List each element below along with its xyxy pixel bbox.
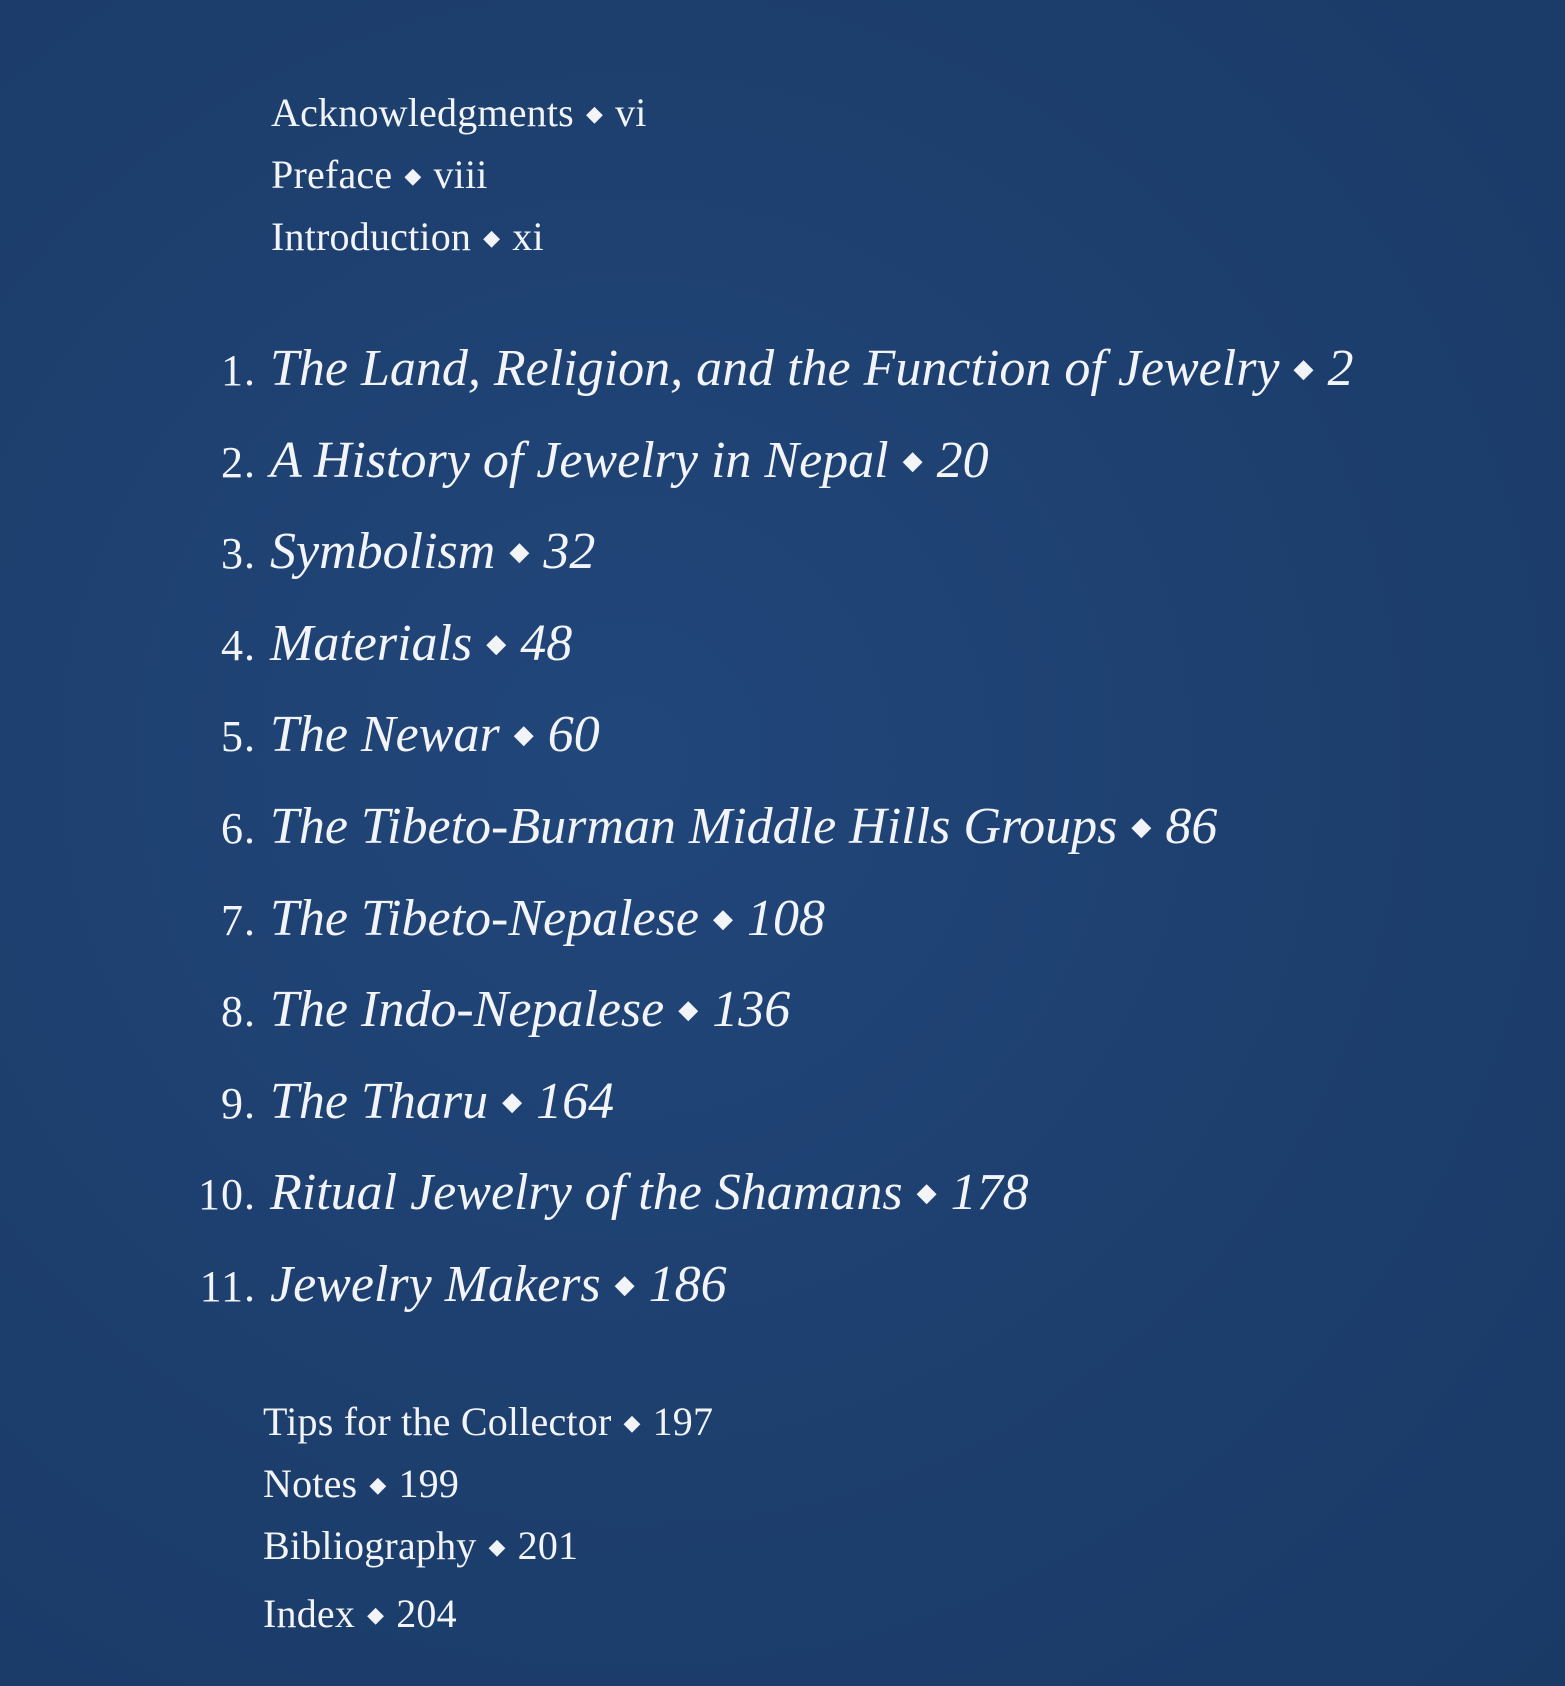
entry-title: Index (263, 1591, 356, 1636)
toc-entry-bibliography (263, 1515, 713, 1577)
chapter-entry-2 (160, 415, 1354, 507)
chapter-page: 32 (543, 523, 596, 581)
chapter-page: 136 (712, 981, 791, 1039)
chapter-title: The Tibeto-Nepalese (270, 889, 699, 947)
entry-title: Tips for the Collector (263, 1399, 612, 1444)
chapter-page: 108 (746, 889, 825, 947)
chapter-entry-10 (160, 1147, 1354, 1239)
bullet-separator: ◆ (502, 1086, 523, 1116)
chapter-number: 10. (198, 1170, 256, 1220)
chapter-entry-6 (160, 781, 1354, 873)
chapter-entry-11 (160, 1239, 1354, 1331)
chapter-number: 7. (221, 895, 256, 945)
chapter-entry-8 (160, 964, 1354, 1056)
toc-entry-acknowledgments (271, 82, 647, 144)
entry-page: 199 (398, 1461, 460, 1506)
entry-page: 201 (517, 1523, 579, 1568)
bullet-separator: ◆ (486, 628, 507, 658)
entry-page: vi (615, 90, 647, 135)
bullet-separator: ◆ (585, 101, 604, 126)
chapter-page: 178 (950, 1164, 1029, 1222)
chapter-title: Jewelry Makers (270, 1255, 601, 1313)
toc-entry-introduction (271, 206, 647, 268)
chapter-number: 4. (221, 620, 256, 670)
chapter-entry-4 (160, 598, 1354, 690)
chapter-title: The Newar (270, 706, 500, 764)
chapter-number: 8. (221, 987, 256, 1037)
bullet-separator: ◆ (1131, 811, 1152, 841)
chapter-number: 2. (221, 437, 256, 487)
chapter-page: 20 (936, 431, 989, 489)
toc-entry-index (263, 1583, 713, 1645)
toc-entry-tips-for-the-collector (263, 1391, 713, 1453)
chapter-number: 9. (221, 1078, 256, 1128)
chapter-number: 3. (221, 529, 256, 579)
chapter-title: The Land, Religion, and the Function of Jewelry (270, 340, 1280, 397)
entry-page: 204 (396, 1591, 457, 1636)
bullet-separator: ◆ (902, 445, 923, 475)
bullet-separator: ◆ (513, 720, 534, 750)
bullet-separator: ◆ (488, 1534, 506, 1559)
chapter-title: The Indo-Nepalese (270, 981, 665, 1039)
chapter-number: 1. (221, 346, 256, 395)
entry-title: Bibliography (263, 1523, 477, 1568)
bullet-separator: ◆ (367, 1602, 385, 1627)
chapter-entry-9 (160, 1056, 1354, 1148)
bullet-separator: ◆ (369, 1472, 387, 1497)
chapter-number: 5. (221, 712, 256, 762)
entry-title: Acknowledgments (271, 90, 574, 135)
bullet-separator: ◆ (1293, 354, 1314, 383)
toc-entry-notes (263, 1453, 713, 1515)
toc-entry-preface (271, 144, 647, 206)
chapter-page: 164 (536, 1072, 615, 1130)
chapter-title: Symbolism (270, 523, 496, 581)
bullet-separator: ◆ (483, 225, 501, 250)
back-matter-list (263, 1391, 713, 1645)
chapter-title: A History of Jewelry in Nepal (270, 431, 889, 489)
chapter-number: 6. (221, 803, 256, 853)
bullet-separator: ◆ (623, 1410, 641, 1435)
bullet-separator: ◆ (916, 1178, 937, 1208)
chapter-list (160, 323, 1354, 1331)
chapter-page: 60 (547, 706, 600, 764)
chapter-title: The Tharu (270, 1072, 489, 1130)
entry-title: Introduction (271, 214, 472, 259)
chapter-page: 48 (520, 614, 573, 672)
chapter-page: 86 (1165, 797, 1218, 855)
chapter-page: 2 (1327, 340, 1354, 397)
chapter-entry-5 (160, 689, 1354, 781)
chapter-entry-7 (160, 873, 1354, 965)
bullet-separator: ◆ (509, 537, 530, 567)
chapter-title: Ritual Jewelry of the Shamans (270, 1164, 903, 1222)
chapter-title: The Tibeto-Burman Middle Hills Groups (270, 797, 1118, 855)
entry-title: Preface (271, 152, 393, 197)
chapter-page: 186 (648, 1255, 727, 1313)
chapter-title: Materials (270, 614, 473, 672)
chapter-entry-1 (160, 323, 1354, 415)
bullet-separator: ◆ (404, 163, 422, 188)
entry-page: 197 (652, 1399, 714, 1444)
entry-page: xi (512, 214, 544, 259)
entry-page: viii (433, 152, 488, 197)
chapter-entry-3 (160, 506, 1354, 598)
front-matter-list (271, 82, 647, 268)
bullet-separator: ◆ (614, 1269, 635, 1299)
bullet-separator: ◆ (712, 903, 733, 933)
entry-title: Notes (263, 1461, 358, 1506)
bullet-separator: ◆ (678, 995, 699, 1025)
chapter-number: 11. (199, 1261, 256, 1311)
